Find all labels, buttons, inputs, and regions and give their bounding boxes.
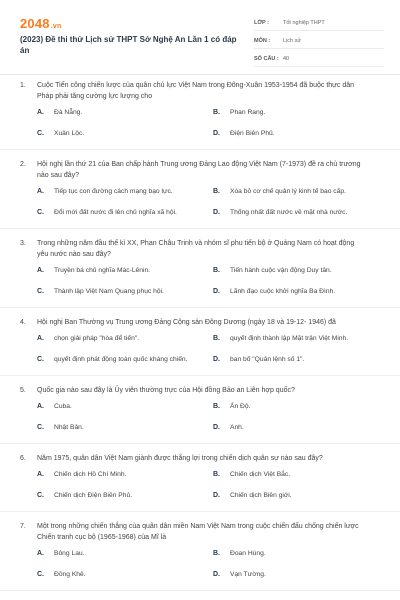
option-text: Chiến dịch Hồ Chí Minh. bbox=[54, 471, 127, 478]
meta-row-class bbox=[254, 16, 384, 31]
exam-title: (2023) Đề thi thử Lịch sử THPT Sở Nghệ An Lần 1 có đáp án bbox=[20, 35, 237, 55]
answer-option[interactable] bbox=[37, 333, 213, 344]
question-item bbox=[0, 159, 400, 229]
meta-key: MÔN : bbox=[254, 38, 271, 44]
answer-option[interactable] bbox=[213, 569, 389, 580]
answer-option[interactable] bbox=[37, 128, 213, 139]
option-letter: C. bbox=[37, 571, 44, 578]
option-text: Nhật Bản. bbox=[54, 424, 84, 431]
option-text: Chiến dịch Việt Bắc. bbox=[230, 471, 291, 478]
logo-suffix: .vn bbox=[50, 23, 62, 30]
option-text: Tiến hành cuộc vận động Duy tân. bbox=[230, 267, 332, 274]
question-text: Hội nghị lần thứ 21 của Ban chấp hành Trung ương Đảng Lao động Việt Nam (7-1973) đề ra chủ trương nào sau đây? bbox=[37, 161, 361, 179]
answer-option[interactable] bbox=[37, 107, 213, 118]
option-letter: A. bbox=[37, 267, 44, 274]
answer-options bbox=[37, 186, 380, 228]
option-text: ban bố "Quân lệnh số 1". bbox=[230, 356, 305, 363]
option-text: Bông Lau. bbox=[54, 550, 85, 557]
question-number: 3. bbox=[20, 240, 26, 247]
option-text: Đà Nẵng. bbox=[54, 109, 83, 116]
option-text: Ấn Độ. bbox=[230, 403, 251, 410]
question-divider bbox=[0, 511, 400, 512]
answer-option[interactable] bbox=[213, 186, 389, 197]
question-divider bbox=[0, 149, 400, 150]
answer-option[interactable] bbox=[37, 207, 213, 218]
question-divider bbox=[0, 228, 400, 229]
option-letter: A. bbox=[37, 403, 44, 410]
meta-key: LỚP : bbox=[254, 20, 269, 26]
question-item bbox=[0, 317, 400, 376]
option-letter: B. bbox=[213, 188, 220, 195]
exam-meta bbox=[254, 16, 384, 70]
answer-options bbox=[37, 107, 380, 149]
answer-option[interactable] bbox=[213, 422, 389, 433]
question-divider bbox=[0, 443, 400, 444]
question-head bbox=[20, 453, 380, 464]
answer-option[interactable] bbox=[37, 569, 213, 580]
question-number: 7. bbox=[20, 523, 26, 530]
site-logo[interactable] bbox=[20, 16, 61, 31]
option-letter: B. bbox=[213, 109, 220, 116]
option-letter: A. bbox=[37, 188, 44, 195]
option-letter: C. bbox=[37, 492, 44, 499]
option-text: Thành lập Việt Nam Quang phục hội. bbox=[54, 288, 164, 295]
logo-text: 2048 bbox=[20, 16, 50, 31]
question-text: Cuộc Tiến công chiến lược của quân chủ lực Việt Nam trong Đông-Xuân 1953-1954 đã buộc thực dân Pháp phải tăng cường lực lượng cho bbox=[37, 82, 354, 100]
question-item bbox=[0, 238, 400, 308]
question-text: Quốc gia nào sau đây là Ủy viên thường trực của Hội đồng Bảo an Liên hợp quốc? bbox=[37, 387, 295, 394]
question-number: 4. bbox=[20, 319, 26, 326]
option-text: quyết định thành lập Mặt trận Việt Minh. bbox=[230, 335, 349, 342]
answer-option[interactable] bbox=[37, 490, 213, 501]
answer-option[interactable] bbox=[37, 265, 213, 276]
option-letter: B. bbox=[213, 403, 220, 410]
answer-options bbox=[37, 401, 380, 443]
question-text: Năm 1975, quân dân Việt Nam giành được thắng lợi trong chiến dịch quân sự nào sau đây? bbox=[37, 455, 323, 462]
option-text: Xuân Lộc. bbox=[54, 130, 85, 137]
question-number: 5. bbox=[20, 387, 26, 394]
option-text: Đồng Khê. bbox=[54, 571, 86, 578]
option-text: Tiếp tục con đường cách mạng bạo lực. bbox=[54, 188, 173, 195]
option-text: Xóa bỏ cơ chế quản lý kinh tế bao cấp. bbox=[230, 188, 346, 195]
option-letter: D. bbox=[213, 130, 220, 137]
meta-value: 40 bbox=[283, 56, 290, 62]
question-head bbox=[20, 385, 380, 396]
question-divider bbox=[0, 307, 400, 308]
meta-row-count bbox=[254, 52, 384, 67]
option-text: Thống nhất đất nước về mặt nhà nước. bbox=[230, 209, 348, 216]
answer-option[interactable] bbox=[213, 265, 389, 276]
answer-option[interactable] bbox=[213, 469, 389, 480]
answer-options bbox=[37, 548, 380, 590]
option-letter: D. bbox=[213, 571, 220, 578]
option-letter: A. bbox=[37, 471, 44, 478]
option-text: Lãnh đạo cuộc khởi nghĩa Ba Đình. bbox=[230, 288, 336, 295]
answer-option[interactable] bbox=[37, 548, 213, 559]
option-text: Cuba. bbox=[54, 403, 72, 410]
option-text: Chiến dịch Điện Biên Phủ. bbox=[54, 492, 133, 499]
option-letter: C. bbox=[37, 288, 44, 295]
option-text: Đoan Hùng. bbox=[230, 550, 266, 557]
answer-option[interactable] bbox=[213, 107, 389, 118]
question-head bbox=[20, 159, 380, 181]
option-letter: C. bbox=[37, 130, 44, 137]
question-item bbox=[0, 521, 400, 591]
option-text: quyết định phát động toàn quốc kháng chiến. bbox=[54, 356, 188, 363]
question-number: 1. bbox=[20, 82, 26, 89]
question-number: 6. bbox=[20, 455, 26, 462]
option-text: chọn giải pháp "hòa để tiến". bbox=[54, 335, 140, 342]
answer-option[interactable] bbox=[37, 186, 213, 197]
question-item bbox=[0, 385, 400, 444]
option-letter: D. bbox=[213, 356, 220, 363]
option-text: Điện Biên Phủ. bbox=[230, 130, 275, 137]
answer-option[interactable] bbox=[213, 401, 389, 412]
option-text: Chiến dịch Biên giới. bbox=[230, 492, 292, 499]
option-letter: D. bbox=[213, 288, 220, 295]
question-divider bbox=[0, 590, 400, 591]
answer-options bbox=[37, 469, 380, 511]
meta-key: SỐ CÂU : bbox=[254, 56, 279, 62]
meta-value: Tốt nghiệp THPT bbox=[283, 20, 325, 26]
answer-option[interactable] bbox=[213, 207, 389, 218]
meta-value: Lịch sử bbox=[283, 38, 302, 44]
option-letter: A. bbox=[37, 550, 44, 557]
answer-option[interactable] bbox=[37, 286, 213, 297]
option-letter: D. bbox=[213, 424, 220, 431]
answer-option[interactable] bbox=[213, 128, 389, 139]
question-item bbox=[0, 453, 400, 512]
question-number: 2. bbox=[20, 161, 26, 168]
option-letter: A. bbox=[37, 335, 44, 342]
question-text: Hội nghị Ban Thường vụ Trung ương Đảng Cộng sản Đông Dương (ngày 18 và 19-12- 1946) đã bbox=[37, 319, 336, 326]
question-divider bbox=[0, 375, 400, 376]
option-letter: A. bbox=[37, 109, 44, 116]
option-letter: D. bbox=[213, 492, 220, 499]
option-letter: B. bbox=[213, 550, 220, 557]
answer-option[interactable] bbox=[37, 422, 213, 433]
option-text: Phan Rang. bbox=[230, 109, 266, 116]
question-item bbox=[0, 80, 400, 150]
question-text: Trong những năm đầu thế kỉ XX, Phan Châu Trinh và nhóm sĩ phu tiến bộ ở Quảng Nam có hoạt động yêu nước nào sau đây? bbox=[37, 240, 355, 258]
option-text: Đổi mới đất nước đi lên chủ nghĩa xã hội. bbox=[54, 209, 177, 216]
answer-option[interactable] bbox=[213, 286, 389, 297]
answer-option[interactable] bbox=[37, 354, 213, 365]
question-head bbox=[20, 238, 380, 260]
answer-option[interactable] bbox=[213, 354, 389, 365]
option-letter: C. bbox=[37, 424, 44, 431]
option-letter: B. bbox=[213, 267, 220, 274]
question-head bbox=[20, 521, 380, 543]
answer-option[interactable] bbox=[213, 548, 389, 559]
option-text: Truyền bá chủ nghĩa Mác-Lênin. bbox=[54, 267, 151, 274]
question-list bbox=[0, 80, 400, 600]
option-letter: B. bbox=[213, 471, 220, 478]
option-letter: B. bbox=[213, 335, 220, 342]
question-head bbox=[20, 317, 380, 328]
page-header bbox=[0, 0, 400, 70]
answer-option[interactable] bbox=[213, 333, 389, 344]
answer-option[interactable] bbox=[37, 401, 213, 412]
meta-row-subject bbox=[254, 34, 384, 49]
header-divider bbox=[0, 74, 400, 75]
answer-options bbox=[37, 265, 380, 307]
option-letter: C. bbox=[37, 356, 44, 363]
answer-option[interactable] bbox=[37, 469, 213, 480]
answer-options bbox=[37, 333, 380, 375]
option-letter: C. bbox=[37, 209, 44, 216]
option-text: Anh. bbox=[230, 424, 244, 431]
answer-option[interactable] bbox=[213, 490, 389, 501]
question-text: Một trong những chiến thắng của quân dân miền Nam Việt Nam trong cuộc chiến đấu chống chiến lược Chiến tranh cục bộ (1965-1968) của Mĩ là bbox=[37, 523, 359, 541]
option-text: Vạn Tường. bbox=[230, 571, 266, 578]
option-letter: D. bbox=[213, 209, 220, 216]
question-head bbox=[20, 80, 380, 102]
